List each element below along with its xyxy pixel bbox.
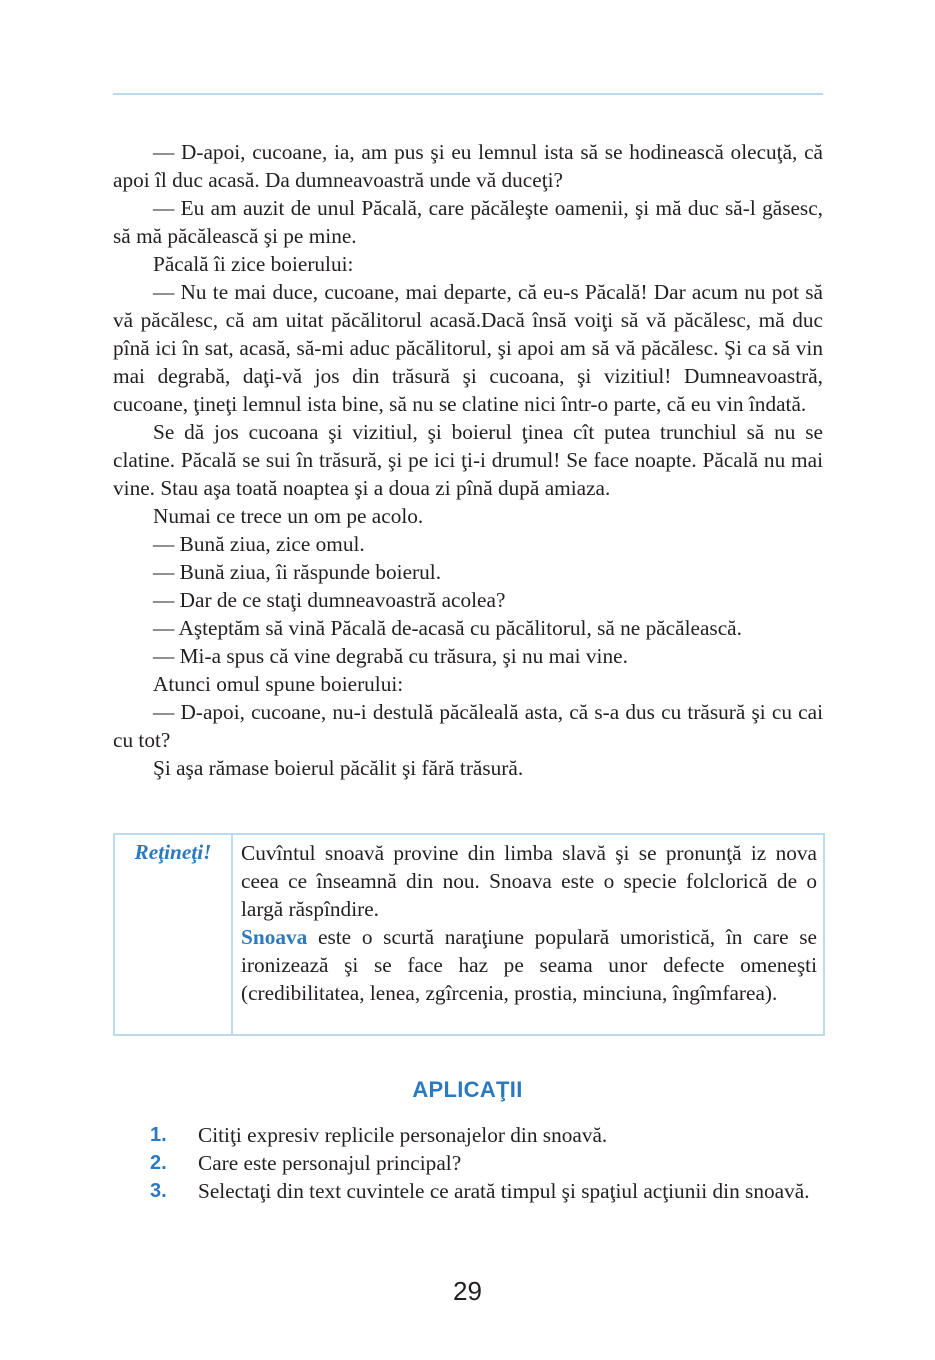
definition-text: este o scurtă naraţiune populară umoristică, în care se ironizează şi se face haz pe seama unor defecte omeneşti (credibilitatea, lenea, zgîrcenia, prostia, minciuna, îngîmfarea). [241, 925, 817, 1005]
applications-title: APLICAŢII [412, 1077, 523, 1102]
story-paragraph: Şi aşa rămase boierul păcălit şi fără trăsură. [153, 756, 524, 780]
applications-list [150, 1121, 823, 1205]
story-paragraph: Păcală îi zice boierului: [153, 252, 354, 276]
page-number: 29 [453, 1276, 482, 1306]
list-item [150, 1177, 823, 1205]
story-paragraph: — Bună ziua, îi răspunde boierul. [153, 560, 442, 584]
top-rule [113, 93, 823, 95]
story-paragraph: — D-apoi, cucoane, nu-i destulă păcăleală asta, că s-a dus cu trăsură şi cu cai cu tot? [113, 700, 823, 752]
item-number: 2. [150, 1152, 167, 1174]
story-paragraph: — Dar de ce staţi dumneavoastră acolea? [153, 588, 506, 612]
list-item [150, 1149, 823, 1177]
defined-term: Snoava [241, 925, 308, 949]
story-paragraph: — Aşteptăm să vină Păcală de-acasă cu păcălitorul, să ne păcălească. [153, 616, 742, 640]
item-number: 1. [150, 1124, 167, 1146]
item-number: 3. [150, 1180, 167, 1202]
item-text: Care este personajul principal? [198, 1151, 462, 1175]
remember-box [113, 833, 825, 1036]
remember-body [233, 835, 823, 1034]
story-text [113, 138, 823, 782]
story-paragraph: — Bună ziua, zice omul. [153, 532, 365, 556]
list-item [150, 1121, 823, 1149]
story-paragraph: — Nu te mai duce, cucoane, mai departe, că eu-s Păcală! Dar acum nu pot să vă păcălesc, că am uitat păcălitorul acasă.Dacă însă voiţi să vă păcălesc, mă duc pînă ici în sat, acasă, să-mi aduc păcălitorul, şi apoi am să vă păcălesc. Şi ca să vin mai degrabă, daţi-vă jos din trăsură şi cucoana, şi vizitiul! Dumneavoastră, cucoane, ţineţi lemnul ista bine, să nu se clatine nici într-o parte, că eu vin îndată. [113, 280, 823, 416]
story-paragraph: — Mi-a spus că vine degrabă cu trăsura, şi nu mai vine. [153, 644, 628, 668]
item-text: Selectaţi din text cuvintele ce arată timpul şi spaţiul acţiunii din snoavă. [198, 1179, 810, 1203]
item-text: Citiţi expresiv replicile personajelor din snoavă. [198, 1123, 608, 1147]
remember-definition [241, 923, 817, 1007]
story-paragraph: — Eu am auzit de unul Păcală, care păcăleşte oamenii, şi mă duc să-l găsesc, să mă păcălească şi pe mine. [113, 196, 823, 248]
story-paragraph: Numai ce trece un om pe acolo. [153, 504, 424, 528]
remember-label: Reţineţi! [115, 835, 233, 1034]
story-paragraph: Se dă jos cucoana şi vizitiul, şi boierul ţinea cît putea trunchiul să nu se clatine. Păcală se sui în trăsură, şi pe ici ţi-i drumul! Se face noapte. Păcală nu mai vine. Stau aşa toată noaptea şi a doua zi pînă după amiaza. [113, 420, 823, 500]
story-paragraph: — D-apoi, cucoane, ia, am pus şi eu lemnul ista să se hodinească olecuţă, că apoi îl duc acasă. Da dumneavoastră unde vă duceţi? [113, 140, 823, 192]
story-paragraph: Atunci omul spune boierului: [153, 672, 404, 696]
remember-paragraph: Cuvîntul snoavă provine din limba slavă şi se pronunţă iz nova ceea ce înseamnă din nou. Snoava este o specie folclorică de o largă răspîndire. [241, 841, 817, 921]
